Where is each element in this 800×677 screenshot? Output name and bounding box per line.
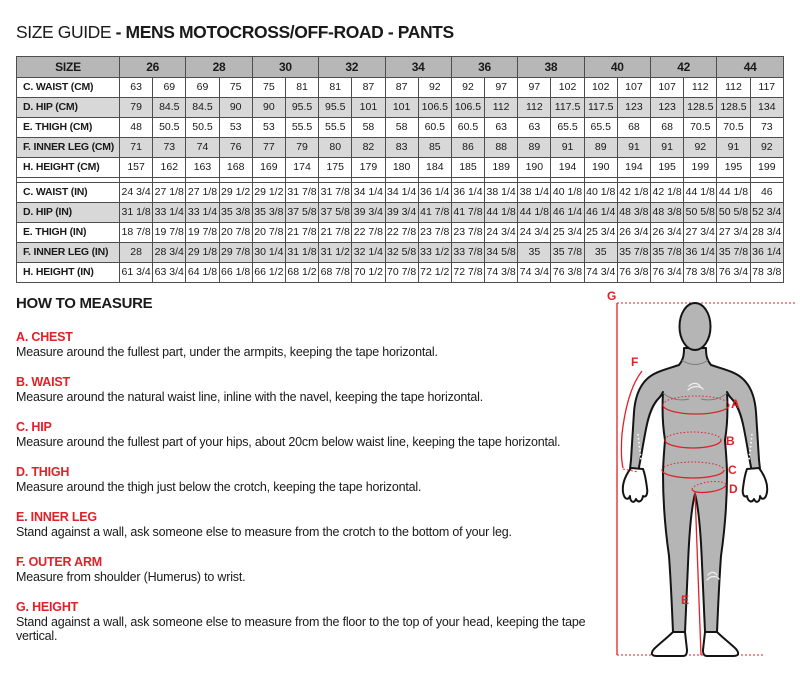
measure-section [16,555,602,584]
value-cell: 184 [418,158,451,178]
value-cell: 48 3/8 [651,203,684,223]
measure-label: G. HEIGHT [16,600,79,614]
value-cell: 74 3/8 [485,263,518,283]
value-cell: 40 1/8 [551,183,584,203]
value-cell: 85 [418,138,451,158]
value-cell: 87 [352,78,385,98]
page-title [16,22,454,43]
value-cell: 175 [319,158,352,178]
value-cell: 26 3/4 [617,223,650,243]
value-cell: 55.5 [285,118,318,138]
figure-label-chest: A [731,397,740,411]
table-row [17,243,784,263]
measure-label: B. WAIST [16,375,70,389]
value-cell: 79 [285,138,318,158]
value-cell: 73 [750,118,783,138]
row-label-cell: E. THIGH (CM) [17,118,120,138]
value-cell: 70.5 [717,118,750,138]
value-cell: 70 1/2 [352,263,385,283]
value-cell: 30 1/4 [252,243,285,263]
value-cell: 74 3/4 [584,263,617,283]
value-cell: 25 3/4 [584,223,617,243]
value-cell: 32 1/4 [352,243,385,263]
measure-label: E. INNER LEG [16,510,97,524]
right-foot [703,632,738,656]
how-to-measure-blocks [16,330,602,643]
value-cell: 21 7/8 [285,223,318,243]
size-col-header: 38 [518,57,584,78]
value-cell: 25 3/4 [551,223,584,243]
value-cell: 50.5 [186,118,219,138]
value-cell: 68 7/8 [319,263,352,283]
value-cell: 35 [518,243,551,263]
value-cell: 31 1/8 [285,243,318,263]
value-cell: 34 1/4 [352,183,385,203]
value-cell: 27 3/4 [717,223,750,243]
value-cell: 180 [385,158,418,178]
value-cell: 29 1/8 [186,243,219,263]
value-cell: 35 7/8 [651,243,684,263]
measure-section [16,465,602,494]
table-row [17,203,784,223]
value-cell: 31 1/2 [319,243,352,263]
value-cell: 162 [153,158,186,178]
value-cell: 112 [485,98,518,118]
value-cell: 174 [285,158,318,178]
value-cell: 28 3/4 [153,243,186,263]
value-cell: 65.5 [551,118,584,138]
measure-description: Measure around the thigh just below the crotch, keeping the tape horizontal. [16,480,422,494]
value-cell: 44 1/8 [717,183,750,203]
size-col-header: 30 [252,57,318,78]
size-col-header: 40 [584,57,650,78]
value-cell: 48 3/8 [617,203,650,223]
value-cell: 29 1/2 [219,183,252,203]
figure-label-height: G [607,289,617,303]
value-cell: 194 [551,158,584,178]
size-col-header: 32 [319,57,385,78]
value-cell: 63 3/4 [153,263,186,283]
value-cell: 35 3/8 [219,203,252,223]
value-cell: 86 [451,138,484,158]
value-cell: 29 7/8 [219,243,252,263]
value-cell: 20 7/8 [252,223,285,243]
value-cell: 83 [385,138,418,158]
head [680,303,711,350]
size-table [16,56,784,283]
figure-label-hip: C [728,463,737,477]
value-cell: 35 [584,243,617,263]
row-label-cell: F. INNER LEG (IN) [17,243,120,263]
value-cell: 46 [750,183,783,203]
row-label-cell: D. HIP (CM) [17,98,120,118]
left-foot [652,632,687,656]
value-cell: 42 1/8 [617,183,650,203]
measure-description: Measure from shoulder (Humerus) to wrist. [16,570,246,584]
value-cell: 24 3/4 [485,223,518,243]
how-to-measure-section [16,295,602,659]
value-cell: 112 [717,78,750,98]
value-cell: 91 [551,138,584,158]
value-cell: 24 3/4 [120,183,153,203]
value-cell: 21 7/8 [319,223,352,243]
value-cell: 33 1/2 [418,243,451,263]
value-cell: 75 [219,78,252,98]
left-hand [623,468,647,502]
value-cell: 48 [120,118,153,138]
measure-label: C. HIP [16,420,52,434]
value-cell: 28 3/4 [750,223,783,243]
measure-description: Stand against a wall, ask someone else to measure from the crotch to the bottom of your leg. [16,525,512,539]
value-cell: 117.5 [551,98,584,118]
value-cell: 50.5 [153,118,186,138]
value-cell: 72 1/2 [418,263,451,283]
value-cell: 41 7/8 [451,203,484,223]
value-cell: 66 1/8 [219,263,252,283]
value-cell: 79 [120,98,153,118]
measure-label: D. THIGH [16,465,70,479]
value-cell: 63 [518,118,551,138]
value-cell: 44 1/8 [684,183,717,203]
value-cell: 97 [518,78,551,98]
value-cell: 31 7/8 [285,183,318,203]
row-label-cell: H. HEIGHT (IN) [17,263,120,283]
value-cell: 185 [451,158,484,178]
value-cell: 38 1/4 [518,183,551,203]
value-cell: 41 7/8 [418,203,451,223]
value-cell: 65.5 [584,118,617,138]
value-cell: 29 1/2 [252,183,285,203]
value-cell: 31 7/8 [319,183,352,203]
value-cell: 28 [120,243,153,263]
value-cell: 50 5/8 [717,203,750,223]
value-cell: 102 [551,78,584,98]
value-cell: 76 3/8 [617,263,650,283]
figure-label-waist: B [726,434,735,448]
value-cell: 84.5 [186,98,219,118]
value-cell: 35 3/8 [252,203,285,223]
value-cell: 102 [584,78,617,98]
value-cell: 199 [750,158,783,178]
value-cell: 123 [617,98,650,118]
table-row [17,138,784,158]
value-cell: 19 7/8 [153,223,186,243]
value-cell: 61 3/4 [120,263,153,283]
value-cell: 70 7/8 [385,263,418,283]
value-cell: 36 1/4 [750,243,783,263]
measure-label: A. CHEST [16,330,73,344]
value-cell: 78 3/8 [750,263,783,283]
measure-description: Measure around the natural waist line, inline with the navel, keeping the tape horizontal. [16,390,484,404]
size-corner-cell: SIZE [17,57,120,78]
measurement-figure-diagram [605,288,800,668]
value-cell: 36 1/4 [451,183,484,203]
value-cell: 39 3/4 [352,203,385,223]
table-row [17,263,784,283]
right-hand [743,468,767,502]
value-cell: 44 1/8 [518,203,551,223]
row-label-cell: C. WAIST (CM) [17,78,120,98]
value-cell: 78 3/8 [684,263,717,283]
value-cell: 82 [352,138,385,158]
value-cell: 33 1/4 [186,203,219,223]
size-table-body [17,57,784,283]
value-cell: 76 [219,138,252,158]
value-cell: 91 [717,138,750,158]
size-table-header-row [17,57,784,78]
table-row [17,158,784,178]
value-cell: 23 7/8 [451,223,484,243]
value-cell: 40 1/8 [584,183,617,203]
row-label-cell: H. HEIGHT (CM) [17,158,120,178]
value-cell: 107 [617,78,650,98]
table-row [17,183,784,203]
value-cell: 76 3/8 [551,263,584,283]
measure-section [16,510,602,539]
size-col-header: 34 [385,57,451,78]
value-cell: 32 5/8 [385,243,418,263]
value-cell: 68 [617,118,650,138]
value-cell: 27 1/8 [153,183,186,203]
value-cell: 68 1/2 [285,263,318,283]
value-cell: 46 1/4 [584,203,617,223]
value-cell: 18 7/8 [120,223,153,243]
value-cell: 75 [252,78,285,98]
value-cell: 92 [684,138,717,158]
value-cell: 194 [617,158,650,178]
value-cell: 128.5 [684,98,717,118]
value-cell: 123 [651,98,684,118]
value-cell: 24 3/4 [518,223,551,243]
value-cell: 60.5 [451,118,484,138]
value-cell: 20 7/8 [219,223,252,243]
value-cell: 76 3/4 [717,263,750,283]
value-cell: 50 5/8 [684,203,717,223]
size-col-header: 44 [717,57,784,78]
measure-section [16,420,602,449]
value-cell: 58 [385,118,418,138]
value-cell: 23 7/8 [418,223,451,243]
value-cell: 179 [352,158,385,178]
row-label-cell: E. THIGH (IN) [17,223,120,243]
figure-label-outer-arm: F [631,355,639,369]
value-cell: 69 [153,78,186,98]
measure-section [16,330,602,359]
value-cell: 66 1/2 [252,263,285,283]
value-cell: 90 [219,98,252,118]
value-cell: 36 1/4 [418,183,451,203]
value-cell: 69 [186,78,219,98]
value-cell: 134 [750,98,783,118]
value-cell: 42 1/8 [651,183,684,203]
value-cell: 33 1/4 [153,203,186,223]
value-cell: 63 [120,78,153,98]
value-cell: 92 [418,78,451,98]
value-cell: 199 [684,158,717,178]
value-cell: 22 7/8 [385,223,418,243]
value-cell: 44 1/8 [485,203,518,223]
value-cell: 58 [352,118,385,138]
value-cell: 33 7/8 [451,243,484,263]
value-cell: 89 [584,138,617,158]
size-col-header: 28 [186,57,252,78]
value-cell: 19 7/8 [186,223,219,243]
value-cell: 168 [219,158,252,178]
measure-section [16,375,602,404]
size-col-header: 36 [451,57,517,78]
size-col-header: 42 [651,57,717,78]
value-cell: 76 3/4 [651,263,684,283]
value-cell: 36 1/4 [684,243,717,263]
value-cell: 117 [750,78,783,98]
value-cell: 26 3/4 [651,223,684,243]
value-cell: 169 [252,158,285,178]
value-cell: 190 [518,158,551,178]
value-cell: 71 [120,138,153,158]
value-cell: 37 5/8 [285,203,318,223]
table-row [17,78,784,98]
value-cell: 106.5 [451,98,484,118]
table-row [17,223,784,243]
value-cell: 77 [252,138,285,158]
value-cell: 35 7/8 [717,243,750,263]
table-row [17,118,784,138]
measure-description: Measure around the fullest part, under the armpits, keeping the tape horizontal. [16,345,438,359]
value-cell: 101 [352,98,385,118]
value-cell: 163 [186,158,219,178]
value-cell: 189 [485,158,518,178]
value-cell: 157 [120,158,153,178]
size-col-header: 26 [120,57,186,78]
value-cell: 64 1/8 [186,263,219,283]
value-cell: 117.5 [584,98,617,118]
value-cell: 68 [651,118,684,138]
value-cell: 84.5 [153,98,186,118]
value-cell: 195 [717,158,750,178]
value-cell: 27 1/8 [186,183,219,203]
row-label-cell: D. HIP (IN) [17,203,120,223]
page-title-regular: SIZE GUIDE [16,22,116,42]
value-cell: 81 [319,78,352,98]
value-cell: 22 7/8 [352,223,385,243]
value-cell: 52 3/4 [750,203,783,223]
value-cell: 27 3/4 [684,223,717,243]
value-cell: 91 [651,138,684,158]
value-cell: 190 [584,158,617,178]
measure-description: Measure around the fullest part of your hips, about 20cm below waist line, keeping the tape horizontal. [16,435,561,449]
value-cell: 95.5 [285,98,318,118]
value-cell: 92 [451,78,484,98]
measure-description: Stand against a wall, ask someone else to measure from the floor to the top of your head, keeping the tape vertical. [16,615,586,643]
body-outline [630,348,760,632]
value-cell: 46 1/4 [551,203,584,223]
figure-label-thigh: D [729,482,738,496]
value-cell: 112 [684,78,717,98]
value-cell: 74 3/4 [518,263,551,283]
value-cell: 106.5 [418,98,451,118]
value-cell: 53 [219,118,252,138]
value-cell: 81 [285,78,318,98]
page-title-bold: - MENS MOTOCROSS/OFF-ROAD - PANTS [115,22,454,42]
value-cell: 97 [485,78,518,98]
value-cell: 95.5 [319,98,352,118]
value-cell: 91 [617,138,650,158]
value-cell: 87 [385,78,418,98]
value-cell: 34 1/4 [385,183,418,203]
value-cell: 70.5 [684,118,717,138]
value-cell: 112 [518,98,551,118]
measure-label: F. OUTER ARM [16,555,103,569]
value-cell: 92 [750,138,783,158]
row-label-cell: F. INNER LEG (CM) [17,138,120,158]
value-cell: 101 [385,98,418,118]
value-cell: 31 1/8 [120,203,153,223]
value-cell: 55.5 [319,118,352,138]
value-cell: 73 [153,138,186,158]
value-cell: 53 [252,118,285,138]
value-cell: 89 [518,138,551,158]
value-cell: 35 7/8 [617,243,650,263]
value-cell: 195 [651,158,684,178]
measure-section [16,600,602,643]
value-cell: 74 [186,138,219,158]
value-cell: 60.5 [418,118,451,138]
value-cell: 37 5/8 [319,203,352,223]
value-cell: 39 3/4 [385,203,418,223]
value-cell: 34 5/8 [485,243,518,263]
value-cell: 38 1/4 [485,183,518,203]
row-label-cell: C. WAIST (IN) [17,183,120,203]
figure-label-inner-leg: E [680,593,689,607]
value-cell: 35 7/8 [551,243,584,263]
value-cell: 80 [319,138,352,158]
value-cell: 107 [651,78,684,98]
value-cell: 88 [485,138,518,158]
how-to-measure-heading: HOW TO MEASURE [16,295,153,312]
value-cell: 63 [485,118,518,138]
value-cell: 72 7/8 [451,263,484,283]
value-cell: 128.5 [717,98,750,118]
value-cell: 90 [252,98,285,118]
table-row [17,98,784,118]
